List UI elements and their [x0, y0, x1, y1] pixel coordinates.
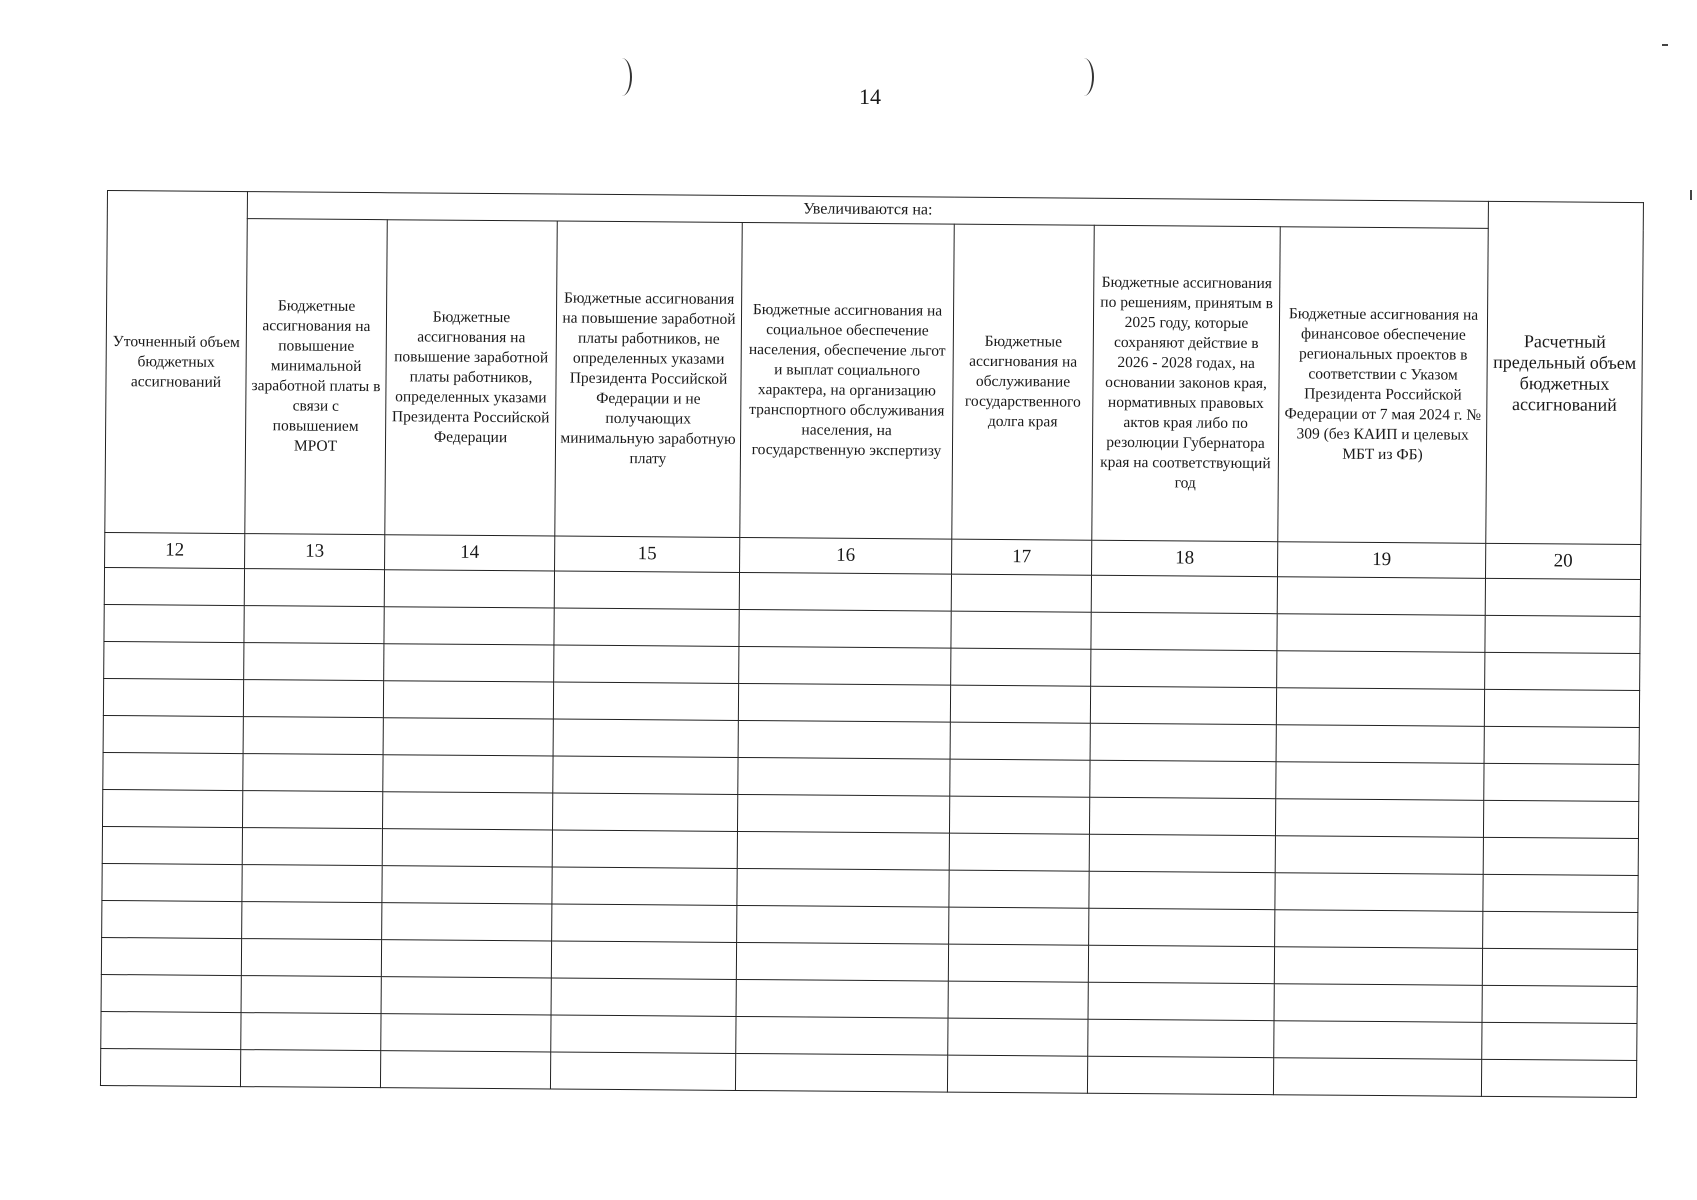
empty-cell [1484, 689, 1639, 727]
empty-cell [1275, 873, 1483, 912]
empty-cell [738, 683, 950, 722]
empty-cell [1274, 1021, 1482, 1060]
empty-cell [949, 796, 1089, 834]
empty-cell [244, 606, 384, 644]
empty-cell [1087, 1056, 1273, 1094]
empty-cell [242, 791, 382, 829]
empty-cell [1483, 911, 1638, 949]
empty-cell [1276, 762, 1484, 801]
empty-cell [949, 870, 1089, 908]
empty-cell [383, 755, 553, 793]
empty-cell [384, 607, 554, 645]
empty-cell [553, 719, 738, 757]
empty-cell [383, 718, 553, 756]
empty-cell [1482, 985, 1637, 1023]
empty-cell [739, 646, 951, 685]
empty-cell [949, 907, 1089, 945]
empty-cell [551, 978, 736, 1016]
empty-cell [1275, 910, 1483, 949]
column-number: 14 [385, 535, 555, 571]
column-number: 20 [1486, 543, 1641, 579]
empty-cell [951, 574, 1091, 612]
empty-cell [102, 826, 242, 864]
empty-cell [736, 1016, 948, 1055]
empty-cell [382, 903, 552, 941]
empty-cell [244, 569, 384, 607]
empty-cell [104, 604, 244, 642]
empty-cell [1277, 651, 1485, 690]
empty-cell [951, 648, 1091, 686]
empty-cell [242, 902, 382, 940]
empty-cell [738, 757, 950, 796]
header-calculated-limit: Расчетный предельный объем бюджетных ассигнований [1486, 201, 1644, 544]
empty-cell [1091, 649, 1277, 687]
empty-cell [1483, 874, 1638, 912]
empty-cell [551, 1015, 736, 1053]
empty-cell [382, 829, 552, 867]
column-number: 18 [1092, 540, 1278, 576]
empty-cell [1090, 686, 1276, 724]
empty-cell [1277, 577, 1485, 616]
empty-cell [739, 609, 951, 648]
header-regional-projects: Бюджетные ассигнования на финансовое обеспечение региональных проектов в соответствии с Указом Президента Российской Федерации от 7 мая 2024 г. № 309 (без КАИП и целевых МБТ из ФБ) [1278, 227, 1488, 544]
empty-cell [947, 1055, 1087, 1093]
header-social-support: Бюджетные ассигнования на социальное обеспечение населения, обеспечение льгот и выплат социального характера, на организацию транспортного обслуживания населения, на государственную экспертизу [740, 222, 954, 539]
scan-speck [1690, 190, 1692, 200]
empty-cell [103, 752, 243, 790]
empty-cell [103, 678, 243, 716]
empty-cell [381, 940, 551, 978]
empty-cell [101, 974, 241, 1012]
empty-cell [739, 572, 951, 611]
header-presidential-decrees: Бюджетные ассигнования на повышение заработной платы работников, определенных указами Президента Российской Федерации [385, 220, 557, 536]
empty-cell [737, 905, 949, 944]
empty-cell [384, 644, 554, 682]
page-number: 14 [859, 84, 881, 109]
empty-cell [103, 715, 243, 753]
empty-cell [1483, 800, 1638, 838]
empty-cell [1276, 725, 1484, 764]
empty-cell [241, 976, 381, 1014]
empty-cell [244, 643, 384, 681]
empty-cell [735, 1053, 947, 1092]
empty-cell [1274, 984, 1482, 1023]
empty-cell [1484, 726, 1639, 764]
header-debt-service: Бюджетные ассигнования на обслуживание государственного долга края [952, 224, 1094, 540]
empty-cell [552, 793, 737, 831]
empty-cell [1091, 612, 1277, 650]
empty-cell [1275, 836, 1483, 875]
budget-table [100, 190, 1644, 1098]
empty-cell [554, 571, 739, 609]
empty-cell [380, 1051, 550, 1089]
header-increase-group: Увеличиваются на: [247, 192, 1488, 229]
empty-cell [1273, 1058, 1481, 1097]
empty-cell [551, 941, 736, 979]
header-refined-volume: Уточненный объем бюджетных ассигнований [105, 191, 248, 534]
empty-cell [243, 754, 383, 792]
empty-cell [550, 1052, 735, 1090]
empty-cell [240, 1050, 380, 1088]
empty-cell [1483, 837, 1638, 875]
empty-cell [101, 937, 241, 975]
empty-cell [1485, 652, 1640, 690]
empty-cell [736, 979, 948, 1018]
empty-cell [552, 904, 737, 942]
empty-cell [1485, 578, 1640, 616]
empty-cell [100, 1048, 240, 1086]
empty-cell [951, 611, 1091, 649]
empty-cell [1482, 948, 1637, 986]
empty-cell [382, 792, 552, 830]
empty-cell [554, 608, 739, 646]
empty-cell [736, 942, 948, 981]
empty-cell [1088, 982, 1274, 1020]
empty-cell [1091, 575, 1277, 613]
column-number: 12 [105, 532, 245, 568]
empty-cell [552, 867, 737, 905]
column-number: 17 [952, 539, 1092, 575]
empty-cell [1088, 945, 1274, 983]
scan-speck [1662, 44, 1668, 46]
empty-cell [242, 865, 382, 903]
empty-cell [241, 1013, 381, 1051]
empty-cell [738, 720, 950, 759]
empty-cell [243, 717, 383, 755]
header-mrot: Бюджетные ассигнования на повышение минимальной заработной платы в связи с повышением МРОТ [245, 219, 387, 535]
empty-cell [1276, 688, 1484, 727]
header-2025-decisions: Бюджетные ассигнования по решениям, принятым в 2025 году, которые сохраняют действие в 2026 - 2028 годах, на основании законов края, нормативных правовых актов края либо по резолюции Губернатора края на соответствующий год [1092, 225, 1280, 541]
empty-cell [241, 939, 381, 977]
empty-cell [1274, 947, 1482, 986]
budget-table-wrapper [100, 190, 1643, 1098]
empty-cell [1088, 1019, 1274, 1057]
column-number: 19 [1277, 542, 1485, 579]
empty-cell [382, 866, 552, 904]
empty-cell [553, 756, 738, 794]
header-non-decree-workers: Бюджетные ассигнования на повышение заработной платы работников, не определенных указами Президента Российской Федерации и не получающих минимальную заработную плату [555, 221, 742, 537]
empty-cell [103, 789, 243, 827]
empty-cell [950, 685, 1090, 723]
empty-cell [737, 831, 949, 870]
empty-cell [104, 567, 244, 605]
empty-cell [737, 794, 949, 833]
empty-cell [949, 833, 1089, 871]
empty-cell [948, 1018, 1088, 1056]
empty-cell [1089, 797, 1275, 835]
empty-cell [384, 570, 554, 608]
empty-cell [243, 680, 383, 718]
empty-cell [381, 977, 551, 1015]
empty-cell [1090, 723, 1276, 761]
empty-cell [552, 830, 737, 868]
empty-cell [1485, 615, 1640, 653]
empty-cell [1275, 799, 1483, 838]
empty-cell [950, 722, 1090, 760]
empty-cell [1090, 760, 1276, 798]
empty-cell [1481, 1059, 1636, 1097]
empty-cell [737, 868, 949, 907]
column-number: 13 [245, 534, 385, 570]
empty-cell [1089, 871, 1275, 909]
empty-cell [1484, 763, 1639, 801]
empty-cell [381, 1014, 551, 1052]
empty-cell [948, 981, 1088, 1019]
empty-cell [1089, 834, 1275, 872]
empty-cell [101, 1011, 241, 1049]
empty-cell [948, 944, 1088, 982]
empty-cell [383, 681, 553, 719]
empty-cell [1089, 908, 1275, 946]
empty-cell [554, 645, 739, 683]
empty-cell [1277, 614, 1485, 653]
empty-cell [1482, 1022, 1637, 1060]
empty-cell [102, 900, 242, 938]
empty-cell [242, 828, 382, 866]
empty-cell [950, 759, 1090, 797]
column-number: 15 [555, 536, 740, 572]
empty-cell [102, 863, 242, 901]
empty-cell [104, 641, 244, 679]
empty-cell [553, 682, 738, 720]
column-number: 16 [740, 537, 952, 574]
